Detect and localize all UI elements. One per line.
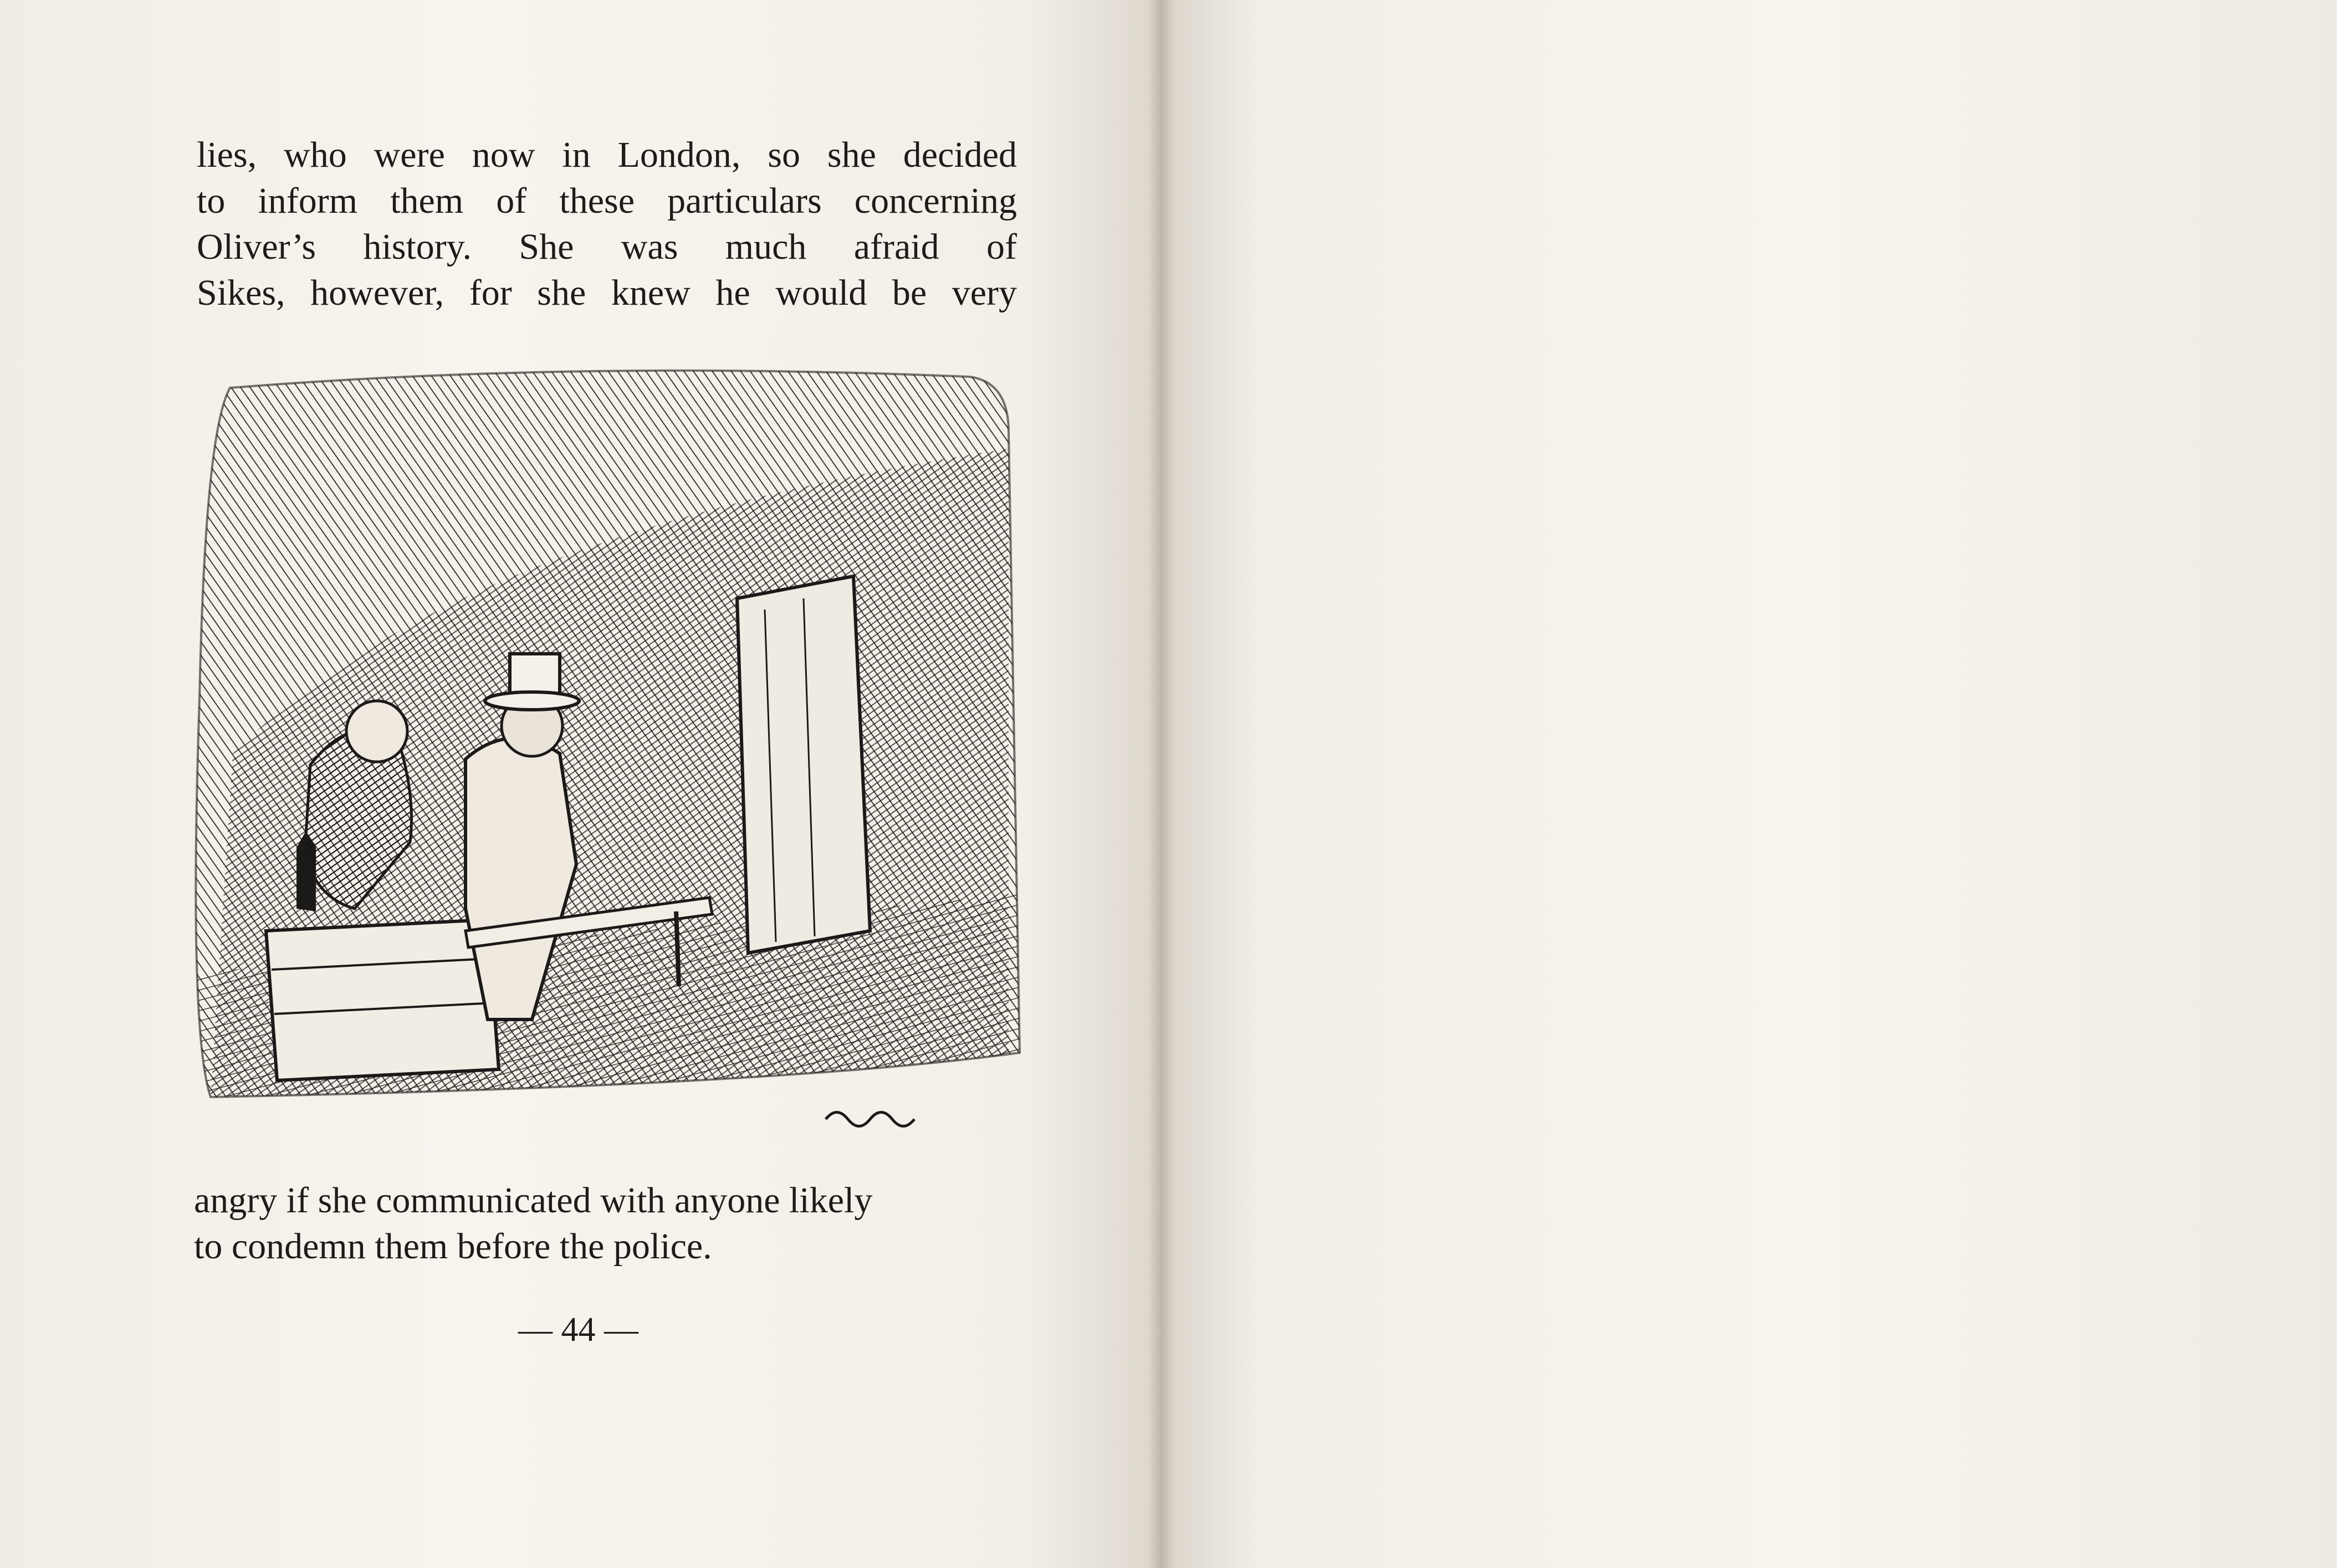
text-line: to condemn them before the police. <box>194 1226 712 1267</box>
text-line: to inform them of these particulars concerning <box>197 181 1017 221</box>
left-page-bottom-text <box>194 1177 1014 1269</box>
text-line: angry if she communicated with anyone likely <box>194 1180 873 1221</box>
artist-signature-icon <box>826 1113 914 1126</box>
left-page-top-text <box>197 132 1017 316</box>
left-page <box>0 0 1161 1568</box>
book-gutter <box>1147 0 1175 1568</box>
illustration-fagin-and-sikes <box>177 366 1042 1130</box>
text-line: lies, who were now in London, so she decided <box>197 135 1017 175</box>
text-line: Oliver’s history. She was much afraid of <box>197 227 1017 267</box>
right-page <box>1161 0 2337 1568</box>
text-line: Sikes, however, for she knew he would be very <box>197 273 1017 313</box>
page-number: — 44 — <box>518 1311 638 1349</box>
